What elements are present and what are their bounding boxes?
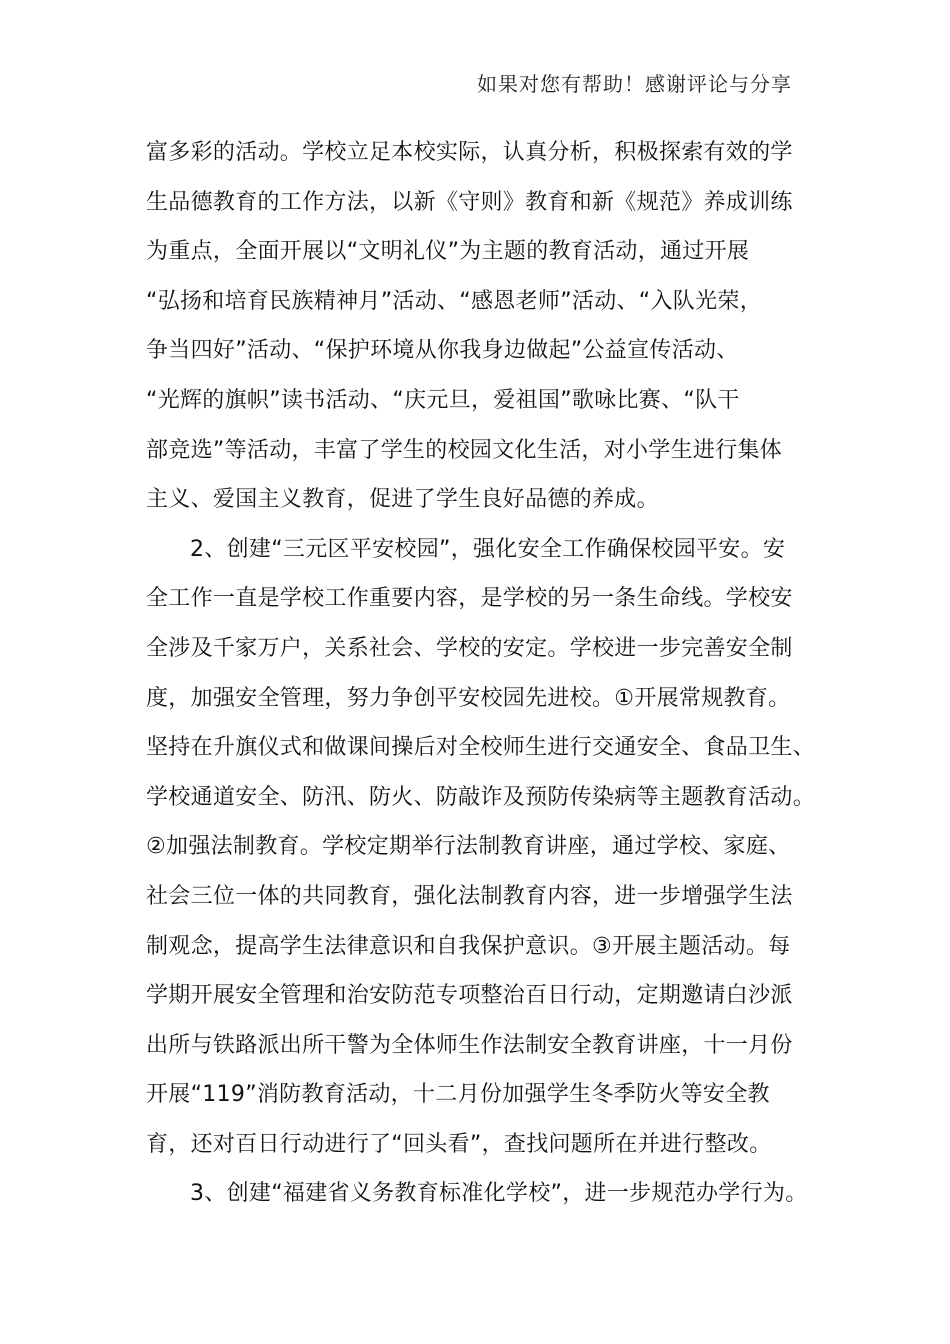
paragraph-line: 3、创建“福建省义务教育标准化学校”，进一步规范办学行为。 xyxy=(190,1181,808,1207)
paragraph-line: 出所与铁路派出所干警为全体师生作法制安全教育讲座，十一月份 xyxy=(146,1032,793,1058)
paragraph-line: 坚持在升旗仪式和做课间操后对全校师生进行交通安全、食品卫生、 xyxy=(146,735,816,761)
paragraph-line: 为重点，全面开展以“文明礼仪”为主题的教育活动，通过开展 xyxy=(146,239,750,265)
paragraph-line: 主义、爱国主义教育，促进了学生良好品德的养成。 xyxy=(146,487,659,513)
paragraph-line: ②加强法制教育。学校定期举行法制教育讲座，通过学校、家庭、 xyxy=(146,834,791,860)
page-header: 如果对您有帮助！感谢评论与分享 xyxy=(477,72,792,96)
paragraph-line: 全工作一直是学校工作重要内容，是学校的另一条生命线。学校安 xyxy=(146,586,793,612)
document-body xyxy=(146,128,836,1219)
paragraph-line: 争当四好”活动、“保护环境从你我身边做起”公益宣传活动、 xyxy=(146,338,739,364)
paragraph-line: 度，加强安全管理，努力争创平安校园先进校。①开展常规教育。 xyxy=(146,685,791,711)
paragraph-line: 富多彩的活动。学校立足本校实际，认真分析，积极探索有效的学 xyxy=(146,140,793,165)
paragraph-line: 部竞选”等活动，丰富了学生的校园文化生活，对小学生进行集体 xyxy=(146,437,783,463)
paragraph-line: 开展“119”消防教育活动，十二月份加强学生冬季防火等安全教 xyxy=(146,1082,770,1108)
paragraph-line: 生品德教育的工作方法，以新《守则》教育和新《规范》养成训练 xyxy=(146,189,793,215)
paragraph-line: “光辉的旗帜”读书活动、“庆元旦，爱祖国”歌咏比赛、“队干 xyxy=(146,387,740,413)
paragraph-line: 2、创建“三元区平安校园”，强化安全工作确保校园平安。安 xyxy=(190,536,786,562)
paragraph-line: 社会三位一体的共同教育，强化法制教育内容，进一步增强学生法 xyxy=(146,883,793,909)
paragraph-line: 全涉及千家万户，关系社会、学校的安定。学校进一步完善安全制 xyxy=(146,635,793,661)
paragraph-line: 育，还对百日行动进行了“回头看”，查找问题所在并进行整改。 xyxy=(146,1131,772,1157)
paragraph-line: 学校通道安全、防汛、防火、防敲诈及预防传染病等主题教育活动。 xyxy=(146,784,816,810)
paragraph-line: 学期开展安全管理和治安防范专项整治百日行动，定期邀请白沙派 xyxy=(146,983,793,1009)
paragraph-line: “弘扬和培育民族精神月”活动、“感恩老师”活动、“入队光荣， xyxy=(146,288,762,314)
paragraph-line: 制观念，提高学生法律意识和自我保护意识。③开展主题活动。每 xyxy=(146,933,791,959)
